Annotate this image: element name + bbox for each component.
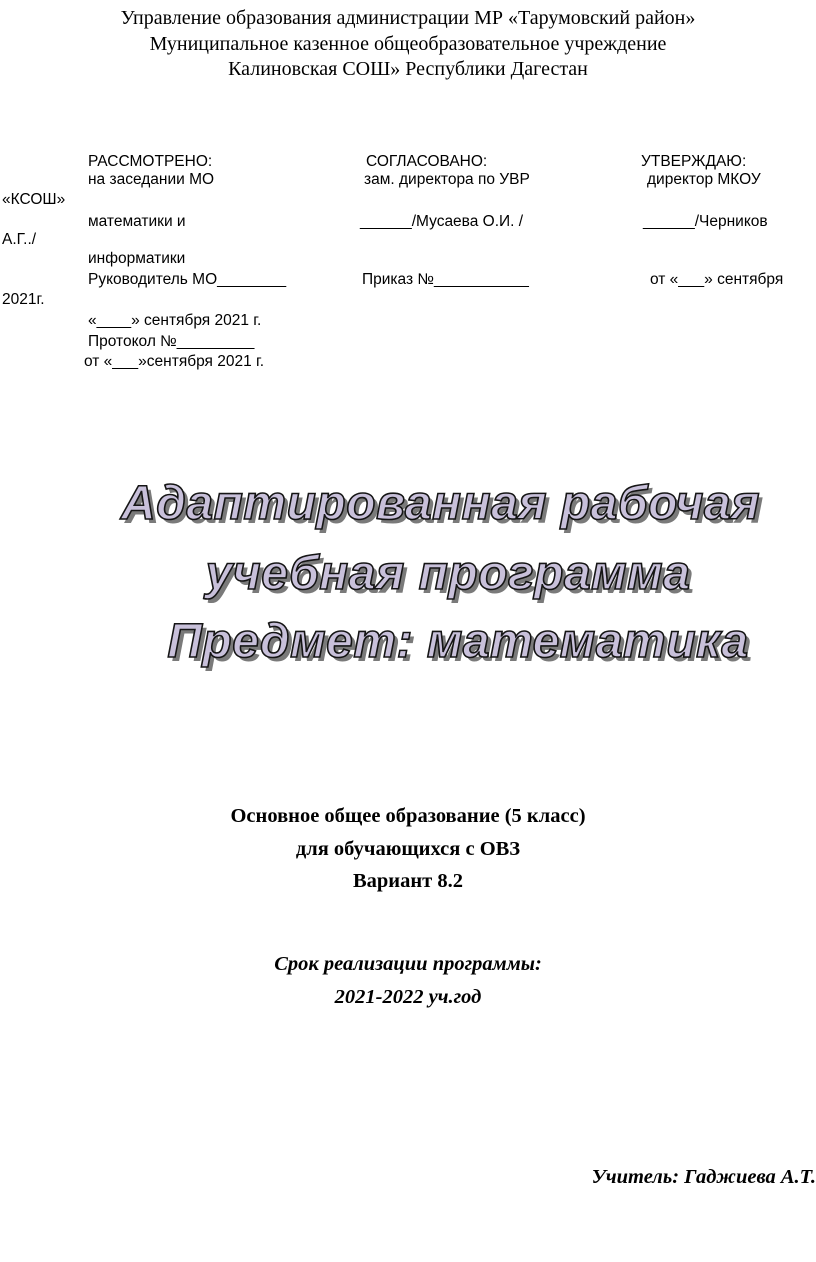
org-header-line-3: Калиновская СОШ» Республики Дагестан bbox=[228, 58, 588, 80]
reviewed-line-5: «____» сентября 2021 г. bbox=[88, 312, 262, 329]
reviewed-line-2: математики и bbox=[88, 213, 186, 230]
org-header-line-2: Муниципальное казенное общеобразовательное учреждение bbox=[149, 33, 667, 55]
approved-wrap-2: А.Г../ bbox=[2, 231, 37, 248]
agreed-line-2: ______/Мусаева О.И. / bbox=[360, 213, 524, 230]
approved-line-2: ______/Черников bbox=[643, 213, 768, 230]
approved-wrap-1: «КСОШ» bbox=[2, 191, 66, 208]
teacher-name: Учитель: Гаджиева А.Т. bbox=[591, 1166, 816, 1188]
reviewed-heading: РАССМОТРЕНО: bbox=[88, 153, 213, 170]
approved-wrap-3: 2021г. bbox=[2, 291, 45, 308]
title-line-1: Адаптированная рабочая bbox=[121, 477, 760, 530]
approved-heading: УТВЕРЖДАЮ: bbox=[641, 153, 747, 170]
approved-line-1: директор МКОУ bbox=[647, 171, 761, 188]
agreed-line-1: зам. директора по УВР bbox=[364, 171, 530, 188]
reviewed-line-7: от «___»сентября 2021 г. bbox=[84, 353, 265, 370]
program-line-2: для обучающихся с ОВЗ bbox=[295, 838, 521, 860]
reviewed-line-4: Руководитель МО________ bbox=[88, 271, 287, 288]
title-line-3: Предмет: математика bbox=[167, 615, 749, 668]
program-line-1: Основное общее образование (5 класс) bbox=[230, 805, 586, 827]
agreed-heading: СОГЛАСОВАНО: bbox=[366, 153, 488, 170]
reviewed-line-3: информатики bbox=[88, 250, 186, 267]
agreed-line-3: Приказ №___________ bbox=[362, 271, 529, 288]
term-label: Срок реализации программы: bbox=[274, 953, 542, 975]
approved-line-3: от «___» сентября bbox=[650, 271, 784, 288]
title-line-2: учебная программа bbox=[205, 547, 691, 600]
reviewed-line-1: на заседании МО bbox=[88, 171, 215, 188]
program-line-3: Вариант 8.2 bbox=[352, 870, 464, 892]
reviewed-line-6: Протокол №_________ bbox=[88, 333, 255, 350]
term-value: 2021-2022 уч.год bbox=[334, 986, 482, 1008]
org-header-line-1: Управление образования администрации МР «Тарумовский район» bbox=[120, 7, 696, 29]
